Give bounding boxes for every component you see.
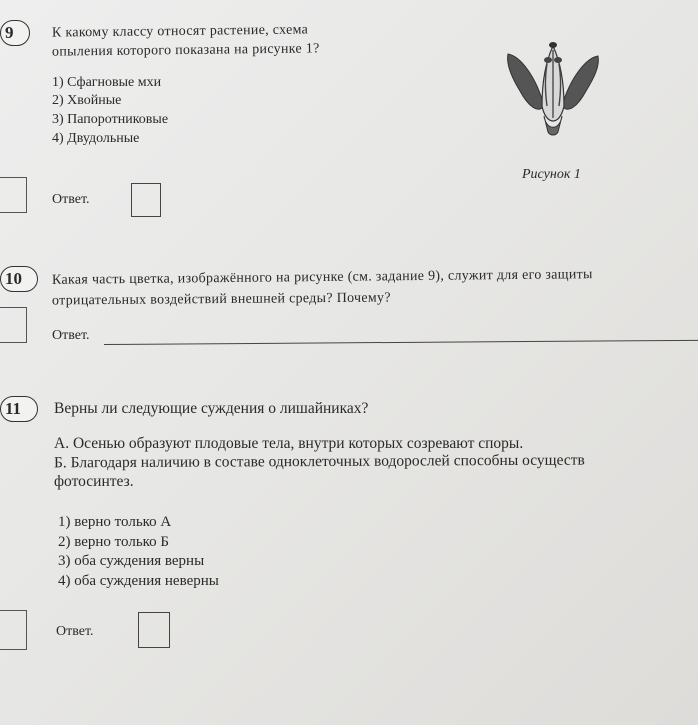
question-11-answer-label: Ответ. — [56, 624, 94, 639]
question-9-text-line2: опыления которого показана на рисунке 1? — [51, 41, 320, 60]
question-11-number: 11 — [0, 396, 38, 422]
question-11-statement-b-line1: Б. Благодаря наличию в составе одноклеточных водорослей способны осуществ — [53, 451, 585, 472]
question-11-statement-a: А. Осенью образуют плодовые тела, внутри которых созревают споры. — [54, 435, 524, 452]
question-9-answer-label: Ответ. — [52, 192, 90, 207]
question-11-answer-box[interactable] — [138, 612, 170, 648]
flower-left-petal — [508, 54, 544, 109]
question-9-option-4: 4) Двудольные — [52, 131, 140, 146]
figure-1-caption: Рисунок 1 — [522, 167, 581, 182]
question-10-text-line1: Какая часть цветка, изображённого на рисунке (см. задание 9), служит для его защиты — [51, 267, 593, 288]
question-11-option-2: 2) верно только Б — [58, 534, 170, 550]
flower-right-petal — [562, 56, 598, 109]
question-11-score-box — [0, 610, 27, 650]
question-11-option-4: 4) оба суждения неверны — [58, 573, 219, 589]
question-10-answer-line[interactable] — [104, 340, 698, 345]
question-10-score-box — [0, 307, 27, 343]
flower-diagram — [498, 36, 608, 166]
question-11-option-1: 1) верно только А — [58, 514, 172, 530]
question-9-number: 9 — [0, 20, 30, 46]
question-11-statement-b-line2: фотосинтез. — [54, 473, 134, 490]
question-10-answer-label: Ответ. — [52, 328, 90, 343]
question-10-text-line2: отрицательных воздействий внешней среды? Почему? — [51, 290, 391, 309]
question-9-answer-box[interactable] — [131, 183, 161, 217]
question-10-number: 10 — [0, 266, 38, 292]
question-9-text-line1: К какому классу относят растение, схема — [51, 22, 309, 41]
question-11-text: Верны ли следующие суждения о лишайниках? — [54, 400, 369, 417]
question-11-option-3: 3) оба суждения верны — [58, 553, 205, 569]
question-9-score-box — [0, 177, 27, 213]
question-9-option-3: 3) Папоротниковые — [52, 112, 169, 127]
question-9-option-2: 2) Хвойные — [52, 93, 122, 108]
question-9-option-1: 1) Сфагновые мхи — [52, 75, 162, 90]
